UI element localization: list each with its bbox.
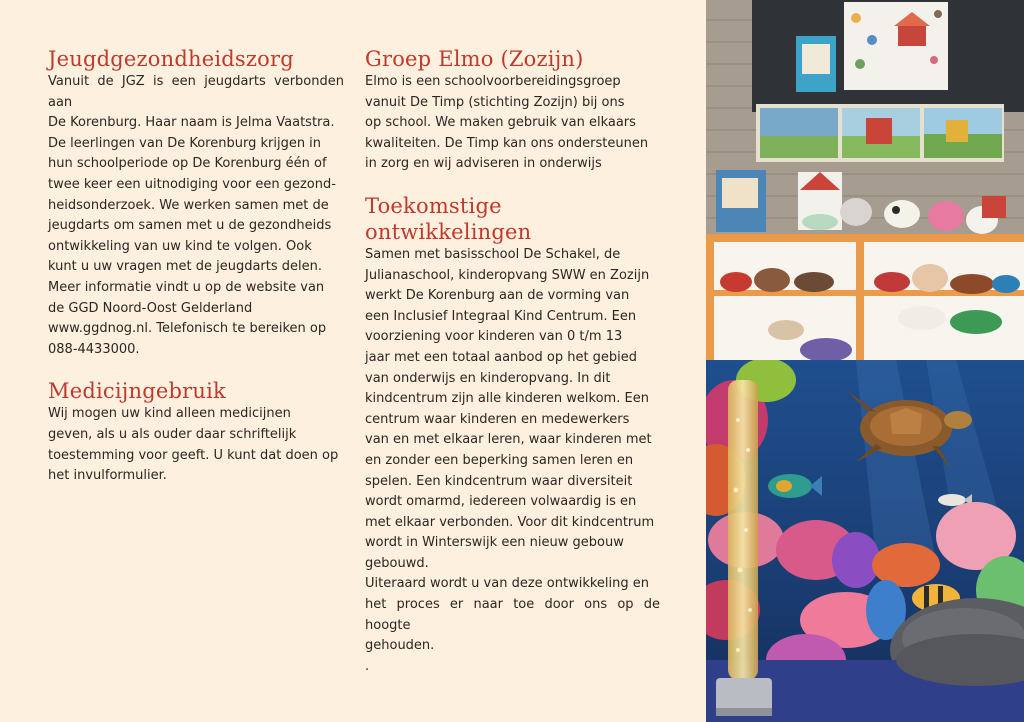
text-line: De Korenburg. Haar naam is Jelma Vaatstra. bbox=[48, 115, 335, 131]
text-line: kwaliteiten. De Timp kan ons ondersteunen bbox=[365, 135, 649, 151]
left-column bbox=[48, 46, 344, 487]
text-line: gebouwd. bbox=[365, 555, 429, 571]
photo-column bbox=[706, 0, 1024, 722]
classroom-photo bbox=[706, 0, 1024, 360]
text-line: gehouden. bbox=[365, 638, 435, 654]
text-line: een Inclusief Integraal Kind Centrum. Een bbox=[365, 308, 637, 324]
text-line: centrum waar kinderen en medewerkers bbox=[365, 411, 630, 427]
text-line: werkt De Korenburg aan de vorming van bbox=[365, 288, 630, 304]
text-line: het proces er naar toe door ons op de hoogte bbox=[365, 597, 660, 633]
paragraph-medicijngebruik bbox=[48, 404, 344, 486]
text-line: wordt in Winterswijk een nieuw gebouw bbox=[365, 535, 624, 551]
paragraph-groep-elmo bbox=[365, 72, 660, 175]
heading-toekomstige-ontwikkelingen: Toekomstige ontwikkelingen bbox=[365, 193, 532, 244]
paragraph-jeugdgezondheidszorg bbox=[48, 72, 344, 360]
text-line: de GGD Noord-Oost Gelderland bbox=[48, 300, 253, 316]
text-line: kindcentrum zijn alle kinderen welkom. Een bbox=[365, 391, 649, 407]
heading-groep-elmo: Groep Elmo (Zozijn) bbox=[365, 47, 584, 71]
text-line: wordt omarmd, iedereen volwaardig is en bbox=[365, 494, 637, 510]
text-line: ontwikkeling van uw kind te volgen. Ook bbox=[48, 238, 312, 254]
text-line: Elmo is een schoolvoorbereidingsgroep bbox=[365, 74, 621, 89]
text-line: en zonder een beperking samen leren en bbox=[365, 452, 634, 468]
text-line: Meer informatie vindt u op de website van bbox=[48, 279, 325, 295]
phone-number: 088-4433000. bbox=[48, 341, 140, 357]
text-line: geven, als u als ouder daar schriftelijk bbox=[48, 426, 297, 442]
text-line: het invulformulier. bbox=[48, 468, 167, 484]
text-line: De leerlingen van De Korenburg krijgen in bbox=[48, 135, 322, 151]
heading-medicijngebruik: Medicijngebruik bbox=[48, 379, 226, 404]
text-line: toestemming voor geeft. U kunt dat doen op bbox=[48, 447, 339, 463]
heading-jeugdgezondheidszorg: Jeugdgezondheidszorg bbox=[48, 47, 294, 71]
text-line: van en met elkaar leren, waar kinderen met bbox=[365, 432, 652, 448]
paragraph-toekomstige-ontwikkelingen bbox=[365, 245, 660, 677]
text-line: twee keer een uitnodiging voor een gezond- bbox=[48, 176, 336, 192]
text-line: Vanuit de JGZ is een jeugdarts verbonden aan bbox=[48, 74, 344, 110]
text-line: Julianaschool, kinderopvang SWW en Zozijn bbox=[365, 267, 650, 283]
text-line: hun schoolperiode op De Korenburg één of bbox=[48, 156, 327, 172]
website-link[interactable]: www.ggdnog.nl. Telefonisch te bereiken op bbox=[48, 321, 327, 337]
text-line: Wij mogen uw kind alleen medicijnen bbox=[48, 406, 291, 422]
sensory-room-photo bbox=[706, 360, 1024, 722]
text-line: heidsonderzoek. We werken samen met de bbox=[48, 197, 329, 213]
text-line: vanuit De Timp (stichting Zozijn) bij ons bbox=[365, 94, 625, 110]
text-line: Samen met basisschool De Schakel, de bbox=[365, 246, 621, 262]
text-line: in zorg en wij adviseren in onderwijs bbox=[365, 156, 602, 172]
text-line: Uiteraard wordt u van deze ontwikkeling en bbox=[365, 576, 650, 592]
text-line: van onderwijs en kinderopvang. In dit bbox=[365, 370, 611, 386]
text-line: . bbox=[365, 658, 370, 674]
text-line: met elkaar verbonden. Voor dit kindcentrum bbox=[365, 514, 655, 530]
text-line: kunt u uw vragen met de jeugdarts delen. bbox=[48, 259, 323, 275]
text-line: voorziening voor kinderen van 0 t/m 13 bbox=[365, 329, 623, 345]
middle-column bbox=[365, 46, 660, 677]
text-line: op school. We maken gebruik van elkaars bbox=[365, 115, 636, 131]
text-line: jeugdarts om samen met u de gezondheids bbox=[48, 218, 332, 234]
text-line: spelen. Een kindcentrum waar diversiteit bbox=[365, 473, 633, 489]
text-line: jaar met een totaal aanbod op het gebied bbox=[365, 349, 638, 365]
